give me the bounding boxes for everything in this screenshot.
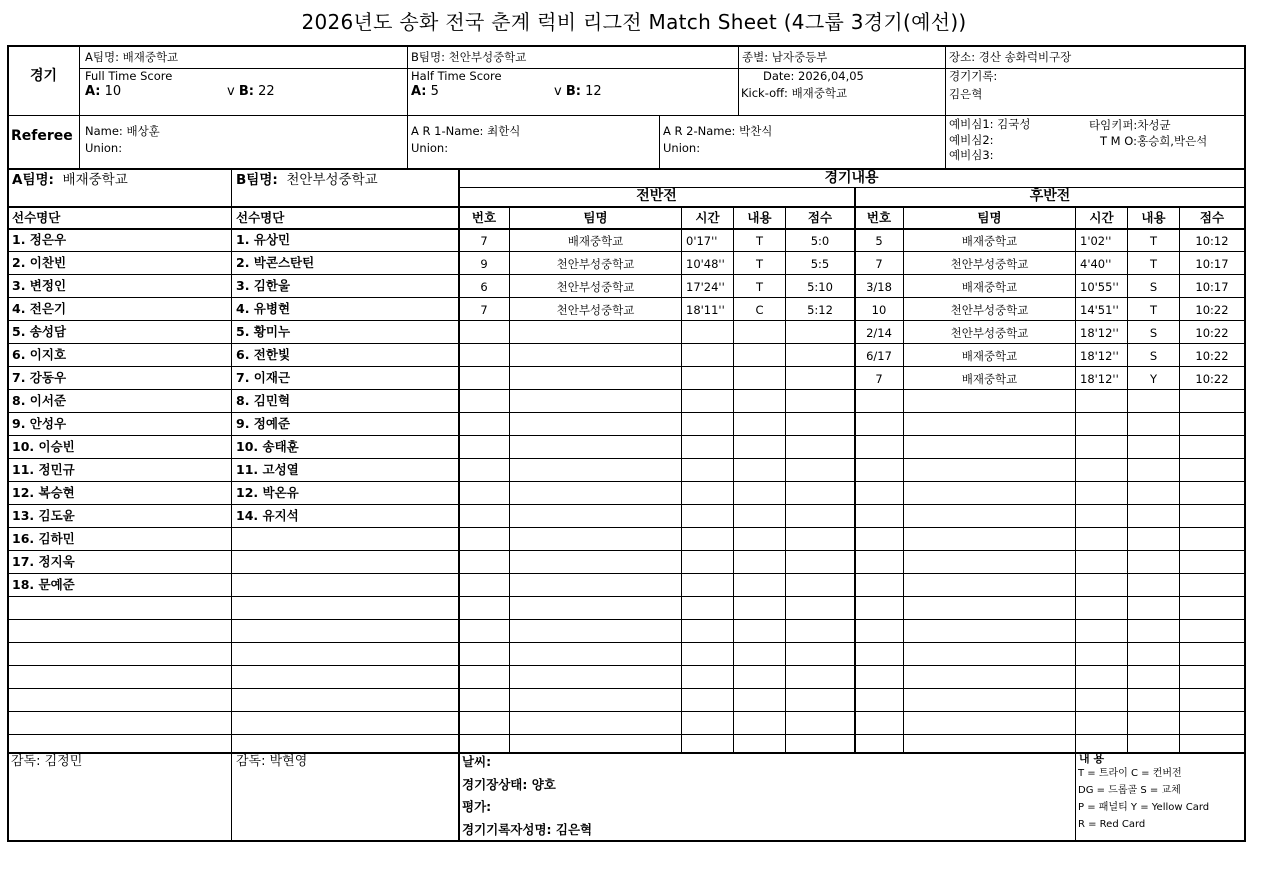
second-half-row-type: T <box>1149 234 1158 248</box>
recorder-name: 김은혁 <box>949 87 983 101</box>
b-roster-header: 선수명단 <box>236 210 285 225</box>
sheet-title: 2026년도 송화 전국 춘계 럭비 리그전 Match Sheet (4그룹 3경기(예선)) <box>301 10 967 34</box>
ar1-union: Union: <box>411 141 449 155</box>
second-half-row-score: 10:22 <box>1195 349 1229 363</box>
second-half-row-team: 천안부성중학교 <box>950 257 1029 271</box>
second-half-col-no: 번호 <box>866 210 892 225</box>
b-player-row: 11. 고성열 <box>236 462 299 477</box>
first-half-row-team: 배재중학교 <box>567 234 624 248</box>
second-half-row-time: 14'51'' <box>1080 303 1119 317</box>
match-label: 경기 <box>30 68 58 84</box>
half-time-label: Half Time Score <box>411 69 502 83</box>
a-player-row: 2. 이찬빈 <box>12 255 67 270</box>
second-half-row-no: 5 <box>875 234 883 248</box>
ground-condition: 경기장상태: 양호 <box>462 777 556 792</box>
first-half-row-no: 6 <box>480 280 488 294</box>
first-half-row-score: 5:12 <box>807 303 833 317</box>
tmo: T M O:홍승희,박은석 <box>1100 134 1208 148</box>
first-half-row-type: T <box>755 280 764 294</box>
second-half-row-no: 7 <box>875 257 883 271</box>
second-half-row-no: 2/14 <box>866 326 892 340</box>
first-half-row-type: T <box>755 257 764 271</box>
ar2-union: Union: <box>663 141 701 155</box>
first-half-col-type: 내용 <box>747 210 772 225</box>
a-player-row: 7. 강동우 <box>12 370 67 385</box>
first-half-row-no: 9 <box>480 257 488 271</box>
b-player-row: 4. 유병현 <box>236 301 291 316</box>
first-half-label: 전반전 <box>636 188 677 204</box>
first-half-col-no: 번호 <box>471 210 497 225</box>
second-half-row-type: T <box>1149 303 1158 317</box>
evaluation: 평가: <box>462 799 492 814</box>
second-half-row-no: 7 <box>875 372 883 386</box>
b-player-row: 8. 김민혁 <box>236 393 291 408</box>
second-half-col-team: 팀명 <box>977 210 1002 225</box>
b-player-row: 5. 황미누 <box>236 324 291 339</box>
b-player-row: 3. 김한울 <box>236 278 291 293</box>
a-player-row: 5. 송성담 <box>12 324 67 339</box>
kickoff: Kick-off: 배재중학교 <box>741 86 848 100</box>
a-player-row: 16. 김하민 <box>12 531 75 546</box>
b-player-row: 14. 유지석 <box>236 508 299 523</box>
b-full-score: 22 <box>258 84 275 99</box>
full-time-score-b: v B: 22 <box>227 84 275 99</box>
referee-name: Name: 배상훈 <box>85 124 160 138</box>
referee-union: Union: <box>85 141 123 155</box>
first-half-row-score: 5:10 <box>807 280 833 294</box>
second-half-row-time: 1'02'' <box>1080 234 1112 248</box>
b-player-row: 6. 전한빛 <box>236 347 291 362</box>
ar2-name: A R 2-Name: 박찬식 <box>663 124 773 138</box>
first-half-row-team: 천안부성중학교 <box>556 280 635 294</box>
full-time-label: Full Time Score <box>85 69 173 83</box>
second-half-row-team: 배재중학교 <box>961 280 1018 294</box>
a-player-row: 10. 이승빈 <box>12 439 75 454</box>
second-half-row-score: 10:12 <box>1195 234 1229 248</box>
a-player-row: 12. 복승현 <box>12 485 75 500</box>
legend-line: P = 패널티 Y = Yellow Card <box>1078 802 1210 813</box>
half-time-score-b: v B: 12 <box>554 84 602 99</box>
first-half-row-type: T <box>755 234 764 248</box>
second-half-row-type: T <box>1149 257 1158 271</box>
second-half-row-score: 10:22 <box>1195 326 1229 340</box>
legend-title: 내 용 <box>1079 752 1105 765</box>
legend-line: DG = 드롭골 S = 교체 <box>1078 785 1181 796</box>
first-half-row-type: C <box>755 303 764 317</box>
reserve-2: 예비심2: <box>949 133 994 147</box>
header-a-team: A팀명: 배재중학교 <box>85 50 179 64</box>
reserve-3: 예비심3: <box>949 148 994 162</box>
first-half-col-team: 팀명 <box>583 210 608 225</box>
second-half-row-score: 10:22 <box>1195 372 1229 386</box>
weather: 날씨: <box>462 754 492 769</box>
match-date: Date: 2026,04,05 <box>763 69 864 83</box>
b-team-name-row: B팀명: 천안부성중학교 <box>236 172 378 188</box>
b-player-row: 12. 박온유 <box>236 485 299 500</box>
second-half-row-type: S <box>1149 349 1158 363</box>
second-half-row-time: 18'12'' <box>1080 326 1119 340</box>
b-player-row: 10. 송태훈 <box>236 439 299 454</box>
coach-b: 감독: 박현영 <box>236 754 308 769</box>
full-time-score: A: 10 <box>85 84 122 99</box>
first-half-row-score: 5:5 <box>810 257 830 271</box>
second-half-row-team: 천안부성중학교 <box>950 326 1029 340</box>
second-half-row-score: 10:17 <box>1195 280 1229 294</box>
a-team-name-row: A팀명: 배재중학교 <box>12 172 128 188</box>
a-roster-header: 선수명단 <box>12 210 61 225</box>
header-b-team: B팀명: 천안부성중학교 <box>411 50 527 64</box>
a-player-row: 18. 문예준 <box>12 577 75 592</box>
half-time-score: A: 5 <box>411 84 439 99</box>
match-content-label: 경기내용 <box>824 170 879 186</box>
second-half-row-no: 6/17 <box>866 349 892 363</box>
second-half-row-type: Y <box>1149 372 1158 386</box>
legend-line: T = 트라이 C = 컨버전 <box>1078 768 1182 779</box>
second-half-row-time: 18'12'' <box>1080 372 1119 386</box>
first-half-row-time: 18'11'' <box>686 303 725 317</box>
a-player-row: 3. 변정인 <box>12 278 67 293</box>
legend-line: R = Red Card <box>1078 819 1146 830</box>
a-player-row: 6. 이지호 <box>12 347 67 362</box>
first-half-col-time: 시간 <box>695 210 720 225</box>
timekeeper: 타임키퍼:차성균 <box>1089 118 1171 132</box>
second-half-row-team: 배재중학교 <box>961 349 1018 363</box>
a-half-score: 5 <box>430 84 439 99</box>
first-half-row-team: 천안부성중학교 <box>556 303 635 317</box>
first-half-row-no: 7 <box>480 234 488 248</box>
a-player-row: 17. 정지욱 <box>12 554 75 569</box>
coach-a: 감독: 김정민 <box>11 754 83 769</box>
record-writer: 경기기록자성명: 김은혁 <box>462 822 593 837</box>
second-half-row-team: 배재중학교 <box>961 234 1018 248</box>
first-half-row-team: 천안부성중학교 <box>556 257 635 271</box>
second-half-row-time: 10'55'' <box>1080 280 1119 294</box>
a-player-row: 1. 정은우 <box>12 232 67 247</box>
b-player-row: 7. 이재근 <box>236 370 291 385</box>
second-half-row-team: 천안부성중학교 <box>950 303 1029 317</box>
a-player-row: 11. 정민규 <box>12 462 75 477</box>
first-half-row-time: 17'24'' <box>686 280 725 294</box>
first-half-row-time: 10'48'' <box>686 257 725 271</box>
second-half-col-score: 점수 <box>1199 210 1225 225</box>
referee-label: Referee <box>11 128 73 144</box>
second-half-row-time: 18'12'' <box>1080 349 1119 363</box>
second-half-label: 후반전 <box>1029 188 1071 204</box>
second-half-row-score: 10:22 <box>1195 303 1229 317</box>
header-venue: 장소: 경산 송화럭비구장 <box>949 50 1072 64</box>
a-full-score: 10 <box>104 84 122 99</box>
reserve-1: 예비심1: 김국성 <box>949 117 1031 131</box>
a-player-row: 9. 안성우 <box>12 416 67 431</box>
second-half-row-type: S <box>1149 280 1158 294</box>
first-half-row-no: 7 <box>480 303 488 317</box>
second-half-row-score: 10:17 <box>1195 257 1229 271</box>
record-label: 경기기록: <box>949 69 998 83</box>
a-player-row: 4. 전은기 <box>12 301 67 316</box>
second-half-row-no: 10 <box>871 303 887 317</box>
header-category: 종별: 남자중등부 <box>742 50 828 64</box>
first-half-row-time: 0'17'' <box>686 234 718 248</box>
second-half-row-type: S <box>1149 326 1158 340</box>
a-player-row: 8. 이서준 <box>12 393 67 408</box>
second-half-row-time: 4'40'' <box>1080 257 1112 271</box>
b-half-score: 12 <box>585 84 602 99</box>
second-half-col-type: 내용 <box>1141 210 1166 225</box>
b-player-row: 2. 박콘스탄틴 <box>236 255 315 270</box>
first-half-col-score: 점수 <box>807 210 833 225</box>
second-half-row-no: 3/18 <box>866 280 892 294</box>
a-player-row: 13. 김도윤 <box>12 508 75 523</box>
b-player-row: 1. 유상민 <box>236 232 291 247</box>
first-half-row-score: 5:0 <box>810 234 830 248</box>
ar1-name: A R 1-Name: 최한식 <box>411 124 521 138</box>
match-sheet <box>7 45 1246 842</box>
second-half-col-time: 시간 <box>1089 210 1114 225</box>
b-player-row: 9. 정예준 <box>236 416 291 431</box>
second-half-row-team: 배재중학교 <box>961 372 1018 386</box>
